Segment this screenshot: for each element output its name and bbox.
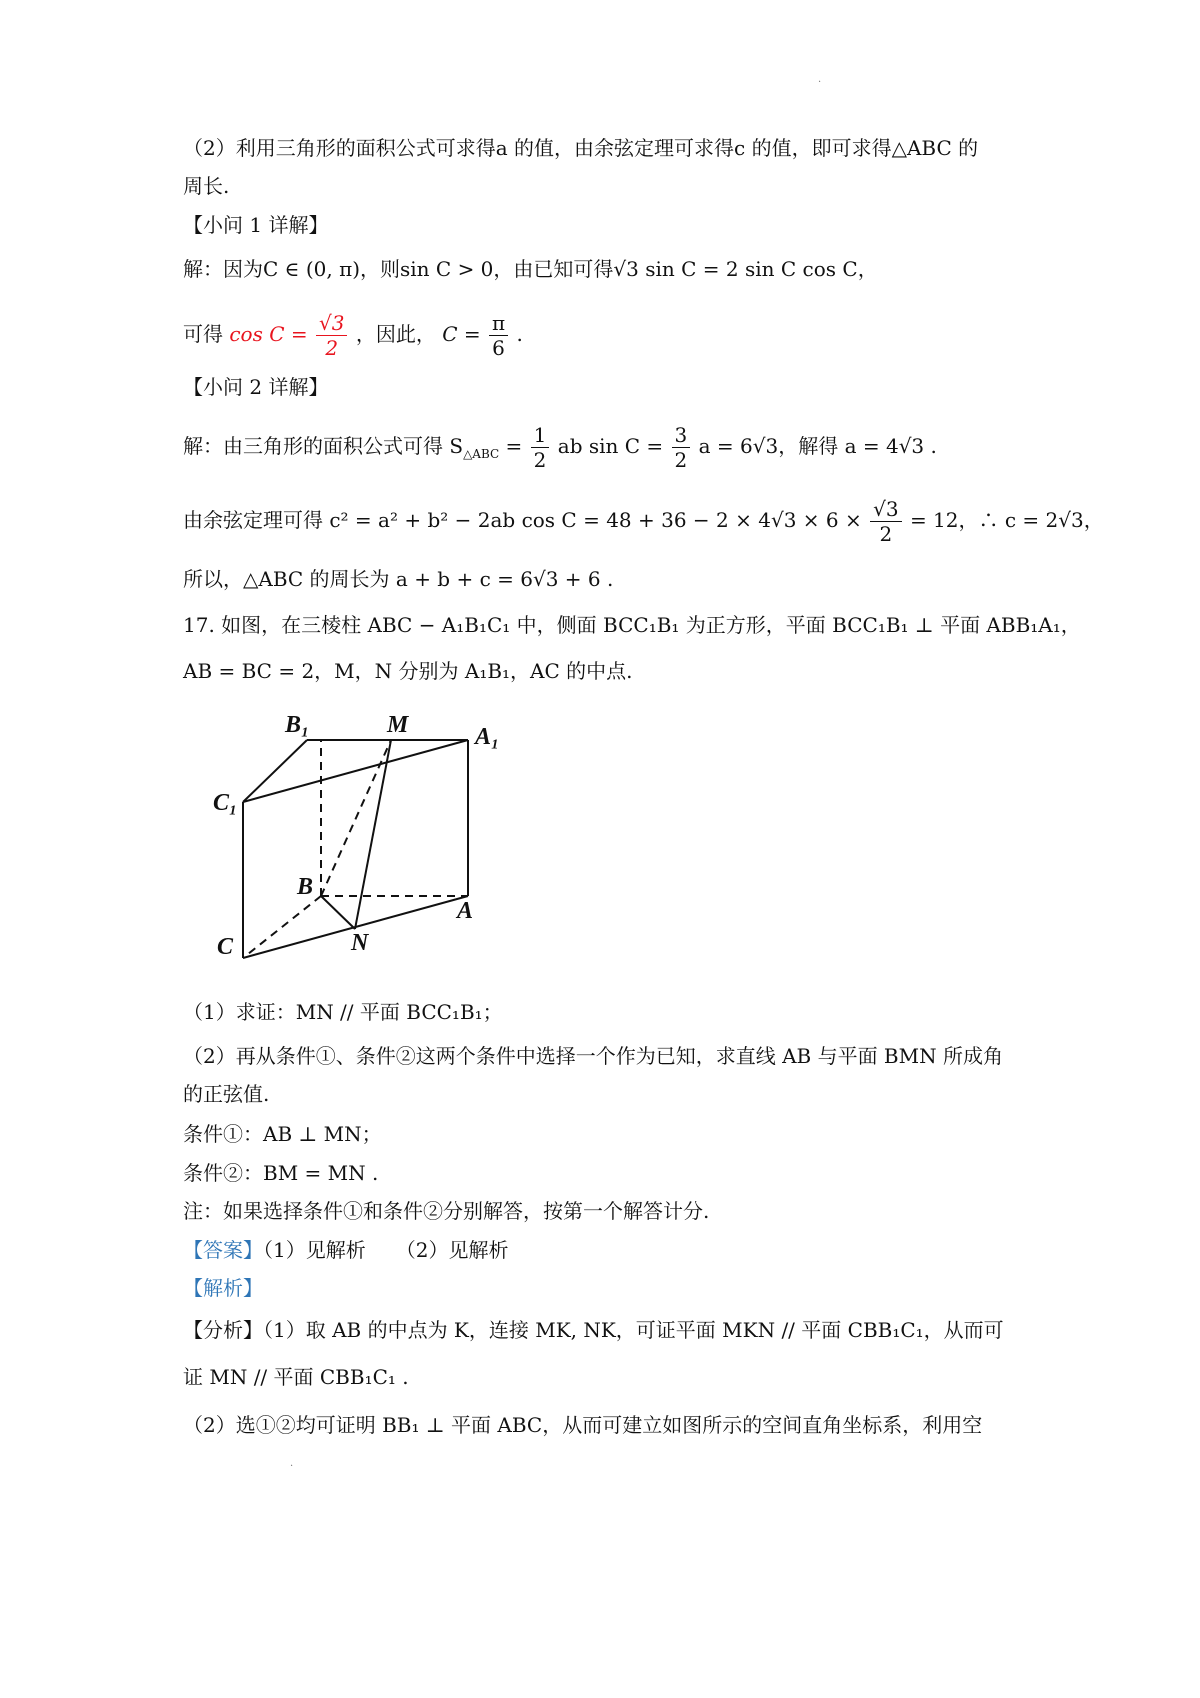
label-m: M	[387, 712, 409, 738]
answer-line	[183, 1235, 508, 1265]
sub1-line2-end: .	[516, 322, 523, 346]
sub2-line3: 所以，△ABC 的周长为 a + b + c = 6√3 + 6 .	[183, 567, 614, 591]
sub1-line1: 解：因为C ∈ (0, π)，则sin C > 0，由已知可得√3 sin C = 2 sin C cos C，	[183, 257, 878, 281]
condition-1: 条件①：AB ⊥ MN；	[183, 1122, 382, 1146]
q17-line2: AB = BC = 2，M，N 分别为 A₁B₁，AC 的中点.	[183, 659, 633, 683]
scan-dot-top: .	[818, 74, 822, 85]
question-2-line1: （2）再从条件①、条件②这两个条件中选择一个作为已知，求直线 AB 与平面 BMN 所成角	[183, 1044, 1003, 1068]
analysis-tag: 【解析】	[183, 1276, 263, 1300]
analysis-line3: （2）选①②均可证明 BB₁ ⊥ 平面 ABC，从而可建立如图所示的空间直角坐标系，利用空	[183, 1413, 983, 1437]
sub2-eq1: =	[505, 434, 523, 458]
condition-2: 条件②：BM = MN .	[183, 1161, 379, 1185]
edge-b-c-hidden	[243, 896, 321, 958]
sub2-heading: 【小问 2 详解】	[183, 375, 329, 399]
area-subscript: △ABC	[463, 447, 500, 461]
analysis-line1-text: （1）取 AB 的中点为 K，连接 MK, NK，可证平面 MKN // 平面 CBB₁C₁，从而可	[263, 1318, 1004, 1342]
question-1: （1）求证：MN // 平面 BCC₁B₁；	[183, 1000, 503, 1024]
sub1-line2-prefix: 可得	[183, 322, 223, 346]
segment-m-n	[355, 740, 391, 929]
answer-tag: 【答案】	[183, 1238, 263, 1262]
part2-analysis-line2: 周长.	[183, 174, 230, 198]
note: 注：如果选择条件①和条件②分别解答，按第一个解答计分.	[183, 1199, 710, 1223]
sub2-line2-prefix: 由余弦定理可得 c² = a² + b² − 2ab cos C = 48 + 36 − 2 × 4√3 × 6 ×	[183, 508, 862, 532]
cos-c-fraction	[316, 311, 347, 360]
c-value-denominator: 6	[492, 336, 505, 360]
sqrt3-half-numerator: √3	[870, 497, 901, 522]
sub1-heading: 【小问 1 详解】	[183, 213, 329, 237]
half-denominator: 2	[533, 448, 547, 472]
three-halves-fraction	[672, 423, 691, 472]
label-c: C	[217, 934, 234, 960]
analysis-line1	[183, 1315, 1004, 1345]
label-a: A	[457, 898, 474, 924]
label-b1: B₁	[285, 712, 310, 738]
prism-figure	[213, 712, 535, 980]
label-a1: A₁	[475, 724, 500, 750]
edge-c1-a1	[243, 740, 468, 802]
sqrt3-half-fraction	[870, 497, 901, 546]
cos-c-expression	[229, 311, 355, 360]
segment-b-n	[321, 896, 355, 929]
three-halves-denominator: 2	[674, 448, 688, 472]
question-2-line2: 的正弦值.	[183, 1082, 270, 1106]
cos-c-numerator: √3	[316, 311, 347, 336]
c-value-numerator: π	[489, 311, 508, 336]
label-n: N	[351, 930, 369, 956]
cos-c-lhs: cos C =	[229, 322, 308, 346]
sqrt3-half-denominator: 2	[879, 522, 893, 546]
half-numerator: 1	[531, 423, 550, 448]
half-fraction	[531, 423, 550, 472]
c-value-fraction	[489, 311, 508, 360]
analysis-line2: 证 MN // 平面 CBB₁C₁ .	[183, 1365, 409, 1389]
sub1-line2	[183, 306, 523, 362]
answer-text: （1）见解析 （2）见解析	[263, 1238, 509, 1262]
sub1-line2-mid: ，因此，	[355, 322, 436, 346]
q17-line1: 17. 如图，在三棱柱 ABC − A₁B₁C₁ 中，侧面 BCC₁B₁ 为正方形，平面 BCC₁B₁ ⊥ 平面 ABB₁A₁，	[183, 613, 1081, 637]
sub2-mid2: a = 6√3，解得 a = 4√3 .	[698, 434, 937, 458]
three-halves-numerator: 3	[672, 423, 691, 448]
segment-b-m-hidden	[321, 740, 391, 896]
cos-c-denominator: 2	[325, 336, 339, 360]
c-value-lhs: C =	[442, 322, 481, 346]
sub2-line1-prefix: 解：由三角形的面积公式可得 S	[183, 434, 464, 458]
sub2-mid1: ab sin C =	[557, 434, 664, 458]
scan-dot-bottom: .	[290, 1458, 294, 1469]
sub2-line2	[183, 492, 1104, 548]
analysis-fenxi-tag: 【分析】	[183, 1318, 263, 1342]
part2-analysis-line1: （2）利用三角形的面积公式可求得a 的值，由余弦定理可求得c 的值，即可求得△ABC 的	[183, 136, 979, 160]
label-b: B	[297, 874, 314, 900]
label-c1: C₁	[213, 790, 238, 816]
sub2-line2-end: = 12，∴ c = 2√3，	[909, 508, 1104, 532]
sub2-line1	[183, 418, 937, 482]
